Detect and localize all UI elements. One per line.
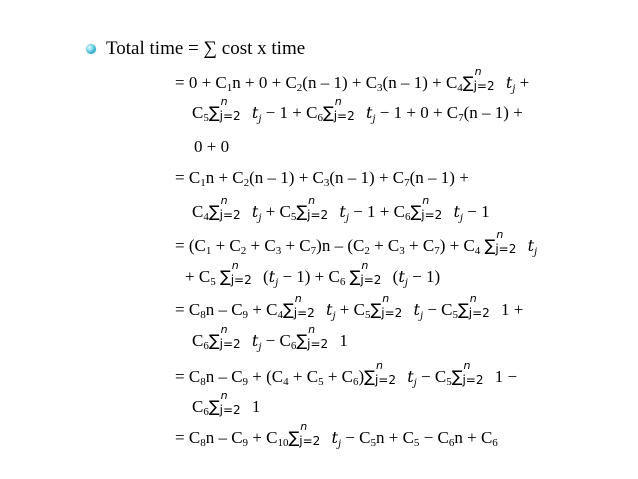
equation-line: = $(C_1 + C_2 + C_3 + C_7)n - (C_2 + C_3 + C_7) + C_4$ ∑ n j=2 $t_j$ — [175, 228, 538, 258]
equation-line: 0 + 0 — [194, 137, 230, 156]
equation-line: = $0 + C_1n + 0 + C_2(n - 1) + C_3(n - 1) + C_4\sum$ n j=2 $t_j$ + — [175, 65, 530, 95]
heading: Total time = ∑ cost x time — [106, 38, 306, 59]
bullet-icon — [86, 44, 96, 54]
equation-line: = $C_8n - C_9 + (C_4 + C_5 + C_6)\sum$ n j=2 $t_j - C_5\sum$ n j=2 1 − — [175, 359, 518, 389]
equation-line: + $C_5$ ∑ n j=2 $(t_j - 1) + C_6$ ∑ n j=2 $(t_j - 1)$ — [185, 259, 441, 289]
equation-line: $C_6\sum$ n j=2 1 — [192, 389, 261, 418]
equation-line: $C_5\sum$ n j=2 $t_j - 1 + C_6\sum$ n j=2 $t_j - 1 + 0 + C_7(n - 1)$ + — [192, 95, 523, 125]
equation-line: = $C_8n - C_9 + C_4\sum$ n j=2 $t_j + C_5\sum$ n j=2 $t_j - C_5\sum$ n j=2 1 + — [175, 292, 524, 322]
equation-line: = $C_8n - C_9 + C_{10}\sum$ n j=2 $t_j - C_5n + C_5 - C_6n + C_6$ — [175, 420, 498, 450]
equation-line: $C_6\sum$ n j=2 $t_j - C_6\sum$ n j=2 1 — [192, 323, 348, 353]
equation-line: = $C_1n + C_2(n - 1) + C_3(n - 1) + C_7(n - 1)$ + — [175, 168, 469, 189]
equation-line: $C_4\sum$ n j=2 $t_j + C_5\sum$ n j=2 $t_j - 1 + C_6\sum$ n j=2 $t_j - 1$ — [192, 194, 490, 224]
